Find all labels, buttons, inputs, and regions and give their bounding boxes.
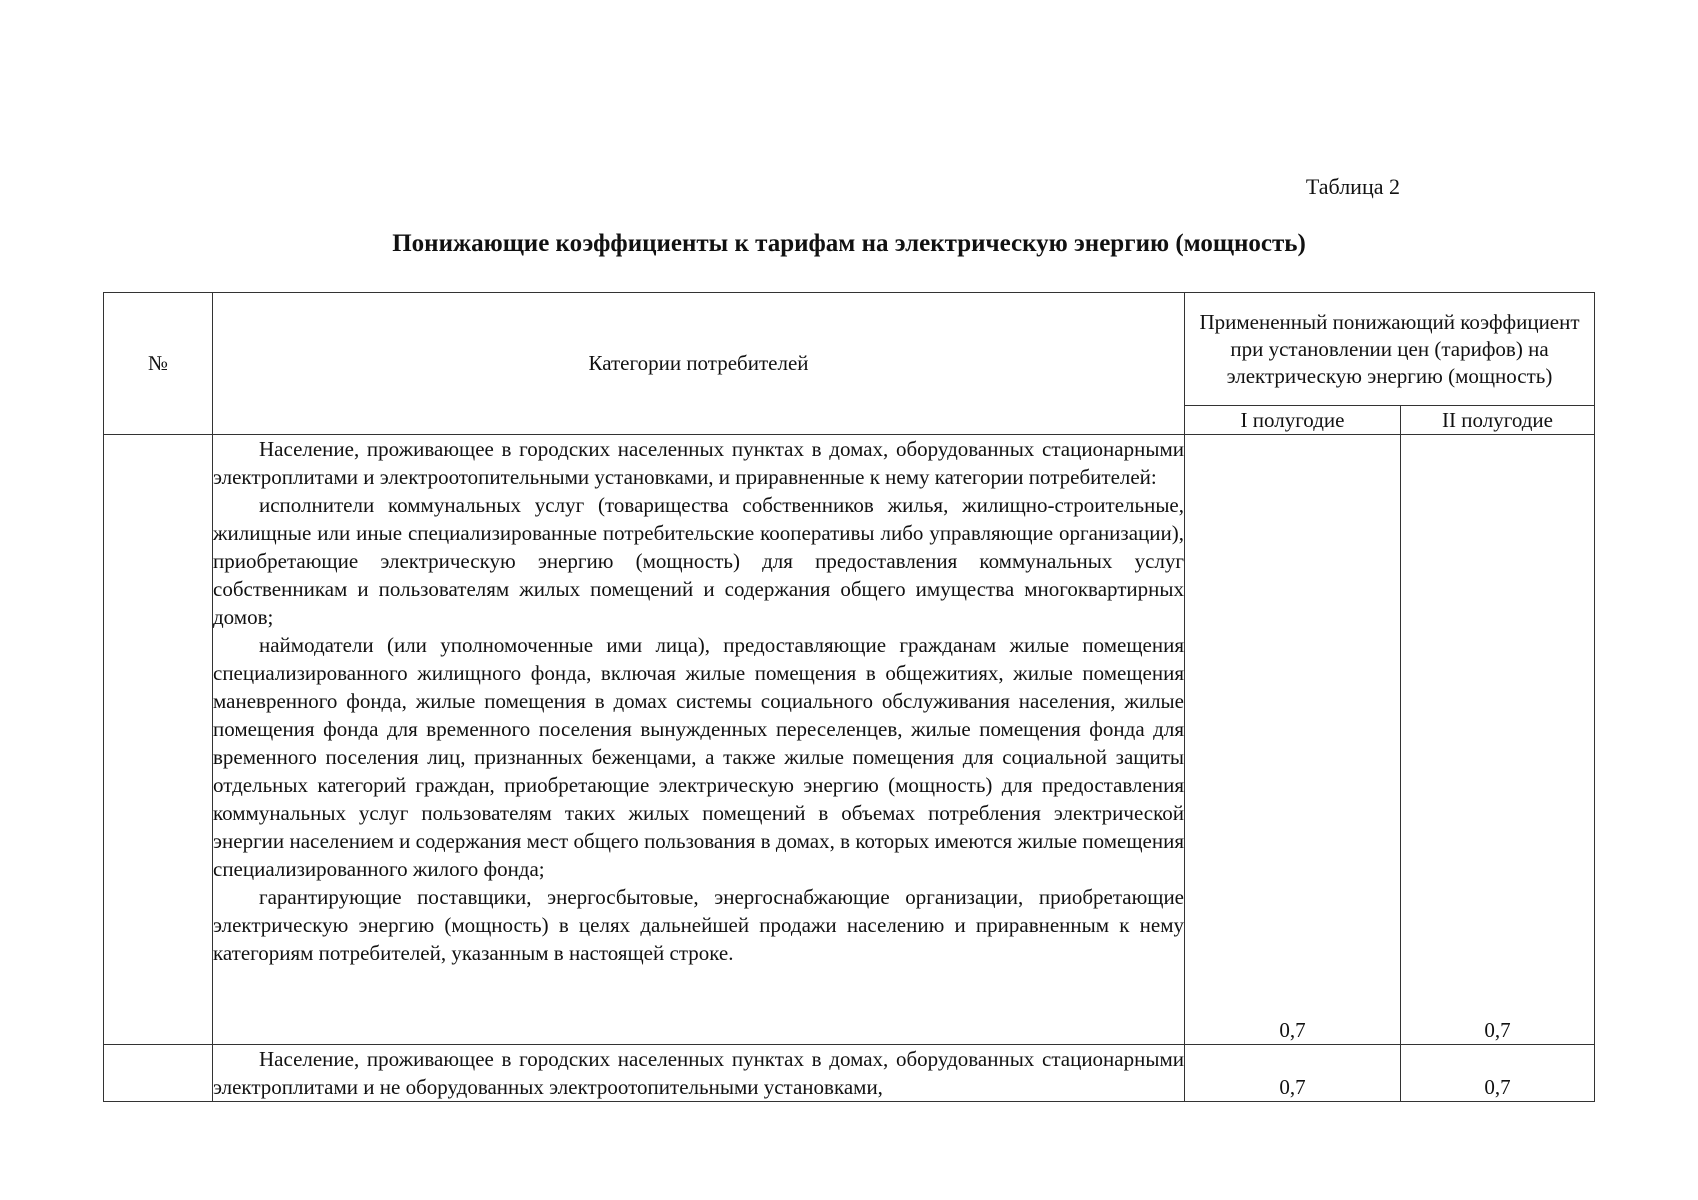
row-category (213, 435, 1185, 1045)
header-coefficient: Примененный понижающий коэффициент при установлении цен (тарифов) на электрическую энергию (мощность) (1185, 293, 1595, 406)
table-row (104, 435, 1595, 1045)
category-paragraph: наймодатели (или уполномоченные ими лица), предоставляющие гражданам жилые помещения специализированного жилищного фонда, включая жилые помещения в общежитиях, жилые помещения маневренного фонда, жилые помещения в домах системы социального обслуживания населения, жилые помещения фонда для временного поселения вынужденных переселенцев, жилые помещения фонда для временного поселения лиц, признанных беженцами, а также жилые помещения для социальной защиты отдельных категорий граждан, приобретающие электрическую энергию (мощность) для предоставления коммунальных услуг пользователям таких жилых помещений в объемах потребления электрической энергии населением и содержания мест общего пользования в домах, в которых имеются жилые помещения специализированного жилого фонда; (213, 633, 1184, 881)
row-number (104, 435, 213, 1045)
header-half-1: I полугодие (1185, 406, 1401, 435)
header-category: Категории потребителей (213, 293, 1185, 435)
header-number: № (104, 293, 213, 435)
table-label: Таблица 2 (1305, 174, 1400, 199)
coefficient-half-2: 0,7 (1401, 435, 1595, 1045)
row-category (213, 1045, 1185, 1102)
coefficient-half-2: 0,7 (1401, 1045, 1595, 1102)
row-number (104, 1045, 213, 1102)
category-paragraph: исполнители коммунальных услуг (товарищества собственников жилья, жилищно-строительные, жилищные или иные специализированные потребительские кооперативы либо управляющие организации), приобретающие электрическую энергию (мощность) для предоставления коммунальных услуг собственникам и пользователям жилых помещений и содержания общего имущества многоквартирных домов; (213, 493, 1184, 629)
header-half-2: II полугодие (1401, 406, 1595, 435)
coefficient-half-1: 0,7 (1185, 1045, 1401, 1102)
coefficients-table (103, 292, 1595, 1102)
table-row (104, 1045, 1595, 1102)
category-paragraph: Население, проживающее в городских населенных пунктах в домах, оборудованных стационарными электроплитами и электроотопительными установками, и приравненные к нему категории потребителей: (213, 437, 1184, 489)
coefficient-half-1: 0,7 (1185, 435, 1401, 1045)
document-title: Понижающие коэффициенты к тарифам на электрическую энергию (мощность) (392, 230, 1306, 257)
category-paragraph: Население, проживающее в городских населенных пунктах в домах, оборудованных стационарными электроплитами и не оборудованных электроотопительными установками, (213, 1047, 1184, 1099)
category-paragraph: гарантирующие поставщики, энергосбытовые, энергоснабжающие организации, приобретающие электрическую энергию (мощность) в целях дальнейшей продажи населению и приравненным к нему категориям потребителей, указанным в настоящей строке. (213, 885, 1184, 965)
